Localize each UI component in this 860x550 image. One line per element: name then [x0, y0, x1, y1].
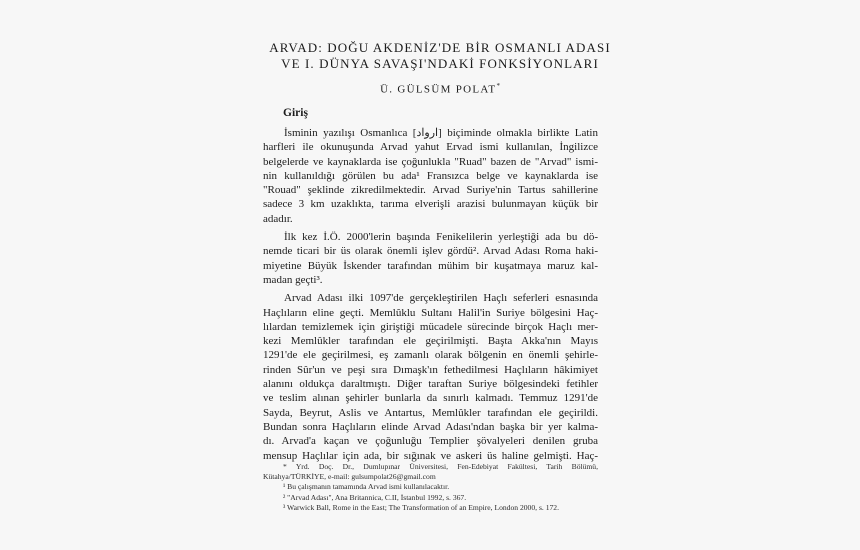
text-line: miyetine Büyük İskender tarafından mühim bir kuşatmaya maruz kal- — [263, 259, 598, 272]
paragraph-3 — [263, 291, 598, 463]
text-line: dı. Arvad'a kaçan ve çoğunluğu Templier şövalyeleri denilen gruba — [263, 435, 598, 448]
text-line: "Rouad" şeklinde zikredilmektedir. Arvad Suriye'nin Tartus sahillerine — [263, 184, 598, 197]
footnote-author-cont: Kütahya/TÜRKİYE, e-mail: gulsumpolat26@gmail.com — [263, 472, 436, 482]
footnote-2: ² "Arvad Adası", Ana Britannica, C.II, İstanbul 1992, s. 367. — [283, 492, 467, 502]
text-line: Sayda, Beyrut, Aslis ve Antartus, Memlûkler tarafından ele geçirildi. — [263, 406, 598, 419]
article-body — [263, 126, 598, 467]
text-line: Arvad Adası ilki 1097'de gerçekleştirilen Haçlı seferleri esnasında — [284, 292, 598, 305]
section-heading: Giriş — [283, 107, 308, 119]
text-line: kezi Memlûkler tarafından ele geçirilmişti. Başta Akka'nın Mayıs — [263, 335, 598, 348]
text-line: sadece 3 km uzaklıkta, tarıma elverişli arazisi bulunmayan küçük bir — [263, 198, 598, 211]
text-line: rinden Sûr'un ve peşi sıra Dımaşk'ın fethedilmesi Haçlıların hâkimiyet — [263, 363, 598, 376]
paragraph-2 — [263, 230, 598, 287]
text-line: nin kullanıldığı görülen bu ada¹ Fransızca belge ve kaynaklarda ise — [263, 169, 598, 182]
text-line: lılardan temizlemek için giriştiği mücadele sürecinde birçok Haçlı mer- — [263, 320, 598, 333]
text-line: madan geçti³. — [263, 273, 323, 286]
author-name: Ü. GÜLSÜM POLAT — [380, 83, 497, 96]
title-line-2: VE I. DÜNYA SAVAŞI'NDAKİ FONKSİYONLARI — [281, 56, 599, 71]
footnote-author: * Yrd. Doç. Dr., Dumlupınar Üniversitesi, Fen-Edebiyat Fakültesi, Tarih Bölümü, — [283, 462, 598, 471]
footnote-1: ¹ Bu çalışmanın tamamında Arvad ismi kullanılacaktır. — [283, 482, 450, 492]
footnotes — [263, 462, 598, 513]
text-line: Bundan sonra Haçlıların elinde Arvad Adası'ndan başka bir yer kalma- — [263, 420, 598, 433]
text-line: 1291'de ele geçirilmesi, eş zamanlı olarak bölgenin en önemli şehirle- — [263, 349, 598, 362]
text-line: Haçlıların eline geçti. Memlûklu Sultanı Halil'in Suriye bölgesini Haç- — [263, 306, 598, 319]
text-line: nemde ticari bir üs olarak önemli işlev gördü². Arvad Adası Roma haki- — [263, 245, 598, 258]
text-line: mensup Haçlılar için ada, bir sığınak ve askeri üs haline gelmişti. Haç- — [263, 449, 598, 462]
article-title — [250, 40, 630, 72]
title-line-1: ARVAD: DOĞU AKDENİZ'DE BİR OSMANLI ADASI — [269, 40, 611, 55]
text-line: harfleri ile okunuşunda Arvad yahut Ervad ismi kullanılan, İngilizce — [263, 141, 598, 154]
author-footnote-mark: * — [496, 82, 500, 90]
author-line — [330, 82, 550, 96]
text-line: alanını oldukça daraltmıştı. Diğer taraftan Suriye bölgesindeki fetihler — [263, 378, 598, 391]
text-line: İsminin yazılışı Osmanlıca [ارواد] biçiminde olmakla birlikte Latin — [284, 127, 598, 139]
text-line: İlk kez İ.Ö. 2000'lerin başında Fenikelilerin yerleştiği ada bu dö- — [284, 231, 598, 244]
text-line: ve teslim alınan şehirler bunlarla da sınırlı kalmadı. Temmuz 1291'de — [263, 392, 598, 405]
paragraph-1 — [263, 126, 598, 226]
footnote-3: ³ Warwick Ball, Rome in the East; The Transformation of an Empire, London 2000, s. 172. — [283, 502, 559, 512]
text-line: belgelerde ve kaynaklarda ise çoğunlukla "Ruad" bazen de "Arvad" ismi- — [263, 155, 598, 168]
text-line: adadır. — [263, 212, 293, 225]
